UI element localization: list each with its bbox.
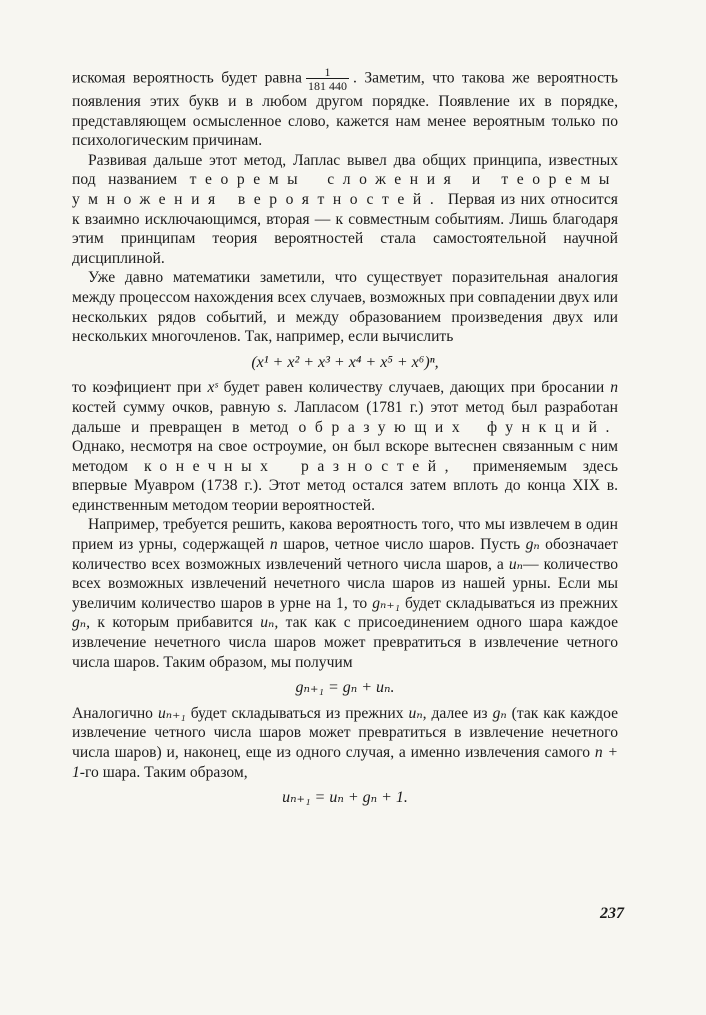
- math-variable: n: [269, 536, 278, 554]
- paragraph-5: [72, 515, 618, 672]
- text-run: то коэфициент при: [72, 379, 202, 397]
- math-variable: n: [610, 379, 618, 397]
- math-variable: gₙ: [492, 704, 507, 722]
- math-variable: n + 1: [72, 744, 618, 781]
- text-run: будет равен количеству случаев, дающих при бросании: [223, 379, 605, 397]
- paragraph-4: [72, 378, 618, 515]
- text-run: обозначает количество всех возможных извлечений четного числа шаров, а: [72, 536, 619, 573]
- formula-u-recurrence: uₙ₊₁ = uₙ + gₙ + 1.: [282, 789, 408, 807]
- text-run: — количество всех возможных извлечений нечетного числа шаров из нашей урны. Если мы увеличим количество шаров в урне на 1, то: [72, 555, 619, 612]
- text-run: . Заметим, что такова же вероятность появления этих букв и в любом другом порядке. Появление их в порядке, представляющем осмысленное слово, кажется нам менее вероятным только по психологическим причинам.: [72, 69, 618, 150]
- fraction: [306, 66, 349, 92]
- fraction-numerator: 1: [324, 65, 331, 79]
- page-number: 237: [600, 905, 624, 922]
- text-run: далее из: [431, 704, 488, 722]
- math-variable: uₙ: [508, 555, 523, 573]
- text-run: применяемым здесь впервые Муавром (1738 г.). Этот метод остался затем вплоть до конца XIX в. единственным методом теории вероятностей.: [72, 457, 619, 514]
- body-text: [72, 66, 618, 814]
- math-variable: gₙ₊₁: [372, 594, 400, 612]
- math-variable: gₙ: [525, 536, 540, 554]
- text-run: Развивая дальше этот метод, Лаплас вывел два общих принципа, известных под названием: [72, 151, 618, 189]
- formula-polynomial: (x¹ + x² + x³ + x⁴ + x⁵ + x⁶)ⁿ,: [251, 353, 439, 371]
- math-variable: uₙ₊₁: [157, 704, 186, 722]
- math-variable: uₙ,: [260, 614, 279, 632]
- text-run: Однако, несмотря на свое остроумие, он был вскоре вытеснен связанным с ним методом: [72, 438, 618, 475]
- paragraph-2: [72, 151, 618, 269]
- fraction-denominator: 181 440: [307, 79, 347, 93]
- spaced-term: теоремы сложения: [189, 171, 460, 189]
- text-run: -го шара. Таким образом,: [79, 763, 248, 781]
- formula-g-recurrence: gₙ₊₁ = gₙ + uₙ.: [295, 679, 395, 697]
- math-variable: gₙ,: [72, 614, 91, 632]
- paragraph-6: [72, 704, 618, 782]
- text-run: будет складываться из прежних: [190, 704, 404, 722]
- text-run: Первая из них относится к взаимно исключающимся, вторая — к совместным событиям. Лишь благодаря этим принципам теория вероятностей стала самостоятельной научной дисциплиной.: [72, 190, 618, 267]
- text-run: Например, требуется решить, какова вероятность того, что мы извлечем в один прием из урны, содержащей: [72, 516, 618, 554]
- text-run: шаров, четное число шаров. Пусть: [283, 536, 521, 554]
- text-run: костей сумму очков, равную: [72, 398, 271, 416]
- spaced-term: образующих функций.: [298, 418, 618, 436]
- paragraph-3: Уже давно математики заметили, что существует поразительная аналогия между процессом нахождения всех случаев, возможных при совпадении двух или нескольких рядов событий, и между образованием произведения двух или нескольких многочленов. Так, например, если вычислить: [72, 269, 618, 346]
- text-run: Лапласом (1781 г.) этот метод был разработан дальше и превращен в метод: [72, 398, 618, 436]
- text-run: будет складываться из прежних: [405, 594, 618, 612]
- math-variable: uₙ,: [408, 704, 427, 722]
- math-variable: xˢ: [207, 379, 218, 397]
- paragraph-1: [72, 66, 618, 151]
- text-run: (так как каждое извлечение четного числа шаров может превратиться в извлечение нечетного числа шаров) и, наконец, еще из одного случая, а именно извлечения самого: [72, 704, 618, 761]
- spaced-term: теоремы умножения вероятностей.: [72, 171, 618, 208]
- text-run: так как с присоединением одного шара каждое извлечение нечетного числа шаров может превратиться в извлечение четного числа шаров. Таким образом, мы получим: [72, 614, 619, 671]
- text-run: к которым прибавится: [97, 614, 253, 632]
- text-run: Аналогично: [72, 704, 153, 722]
- spaced-term: и: [471, 171, 489, 189]
- spaced-term: конечных разностей,: [143, 457, 458, 475]
- math-variable: s.: [277, 398, 288, 416]
- text-run: искомая вероятность будет равна: [72, 69, 302, 87]
